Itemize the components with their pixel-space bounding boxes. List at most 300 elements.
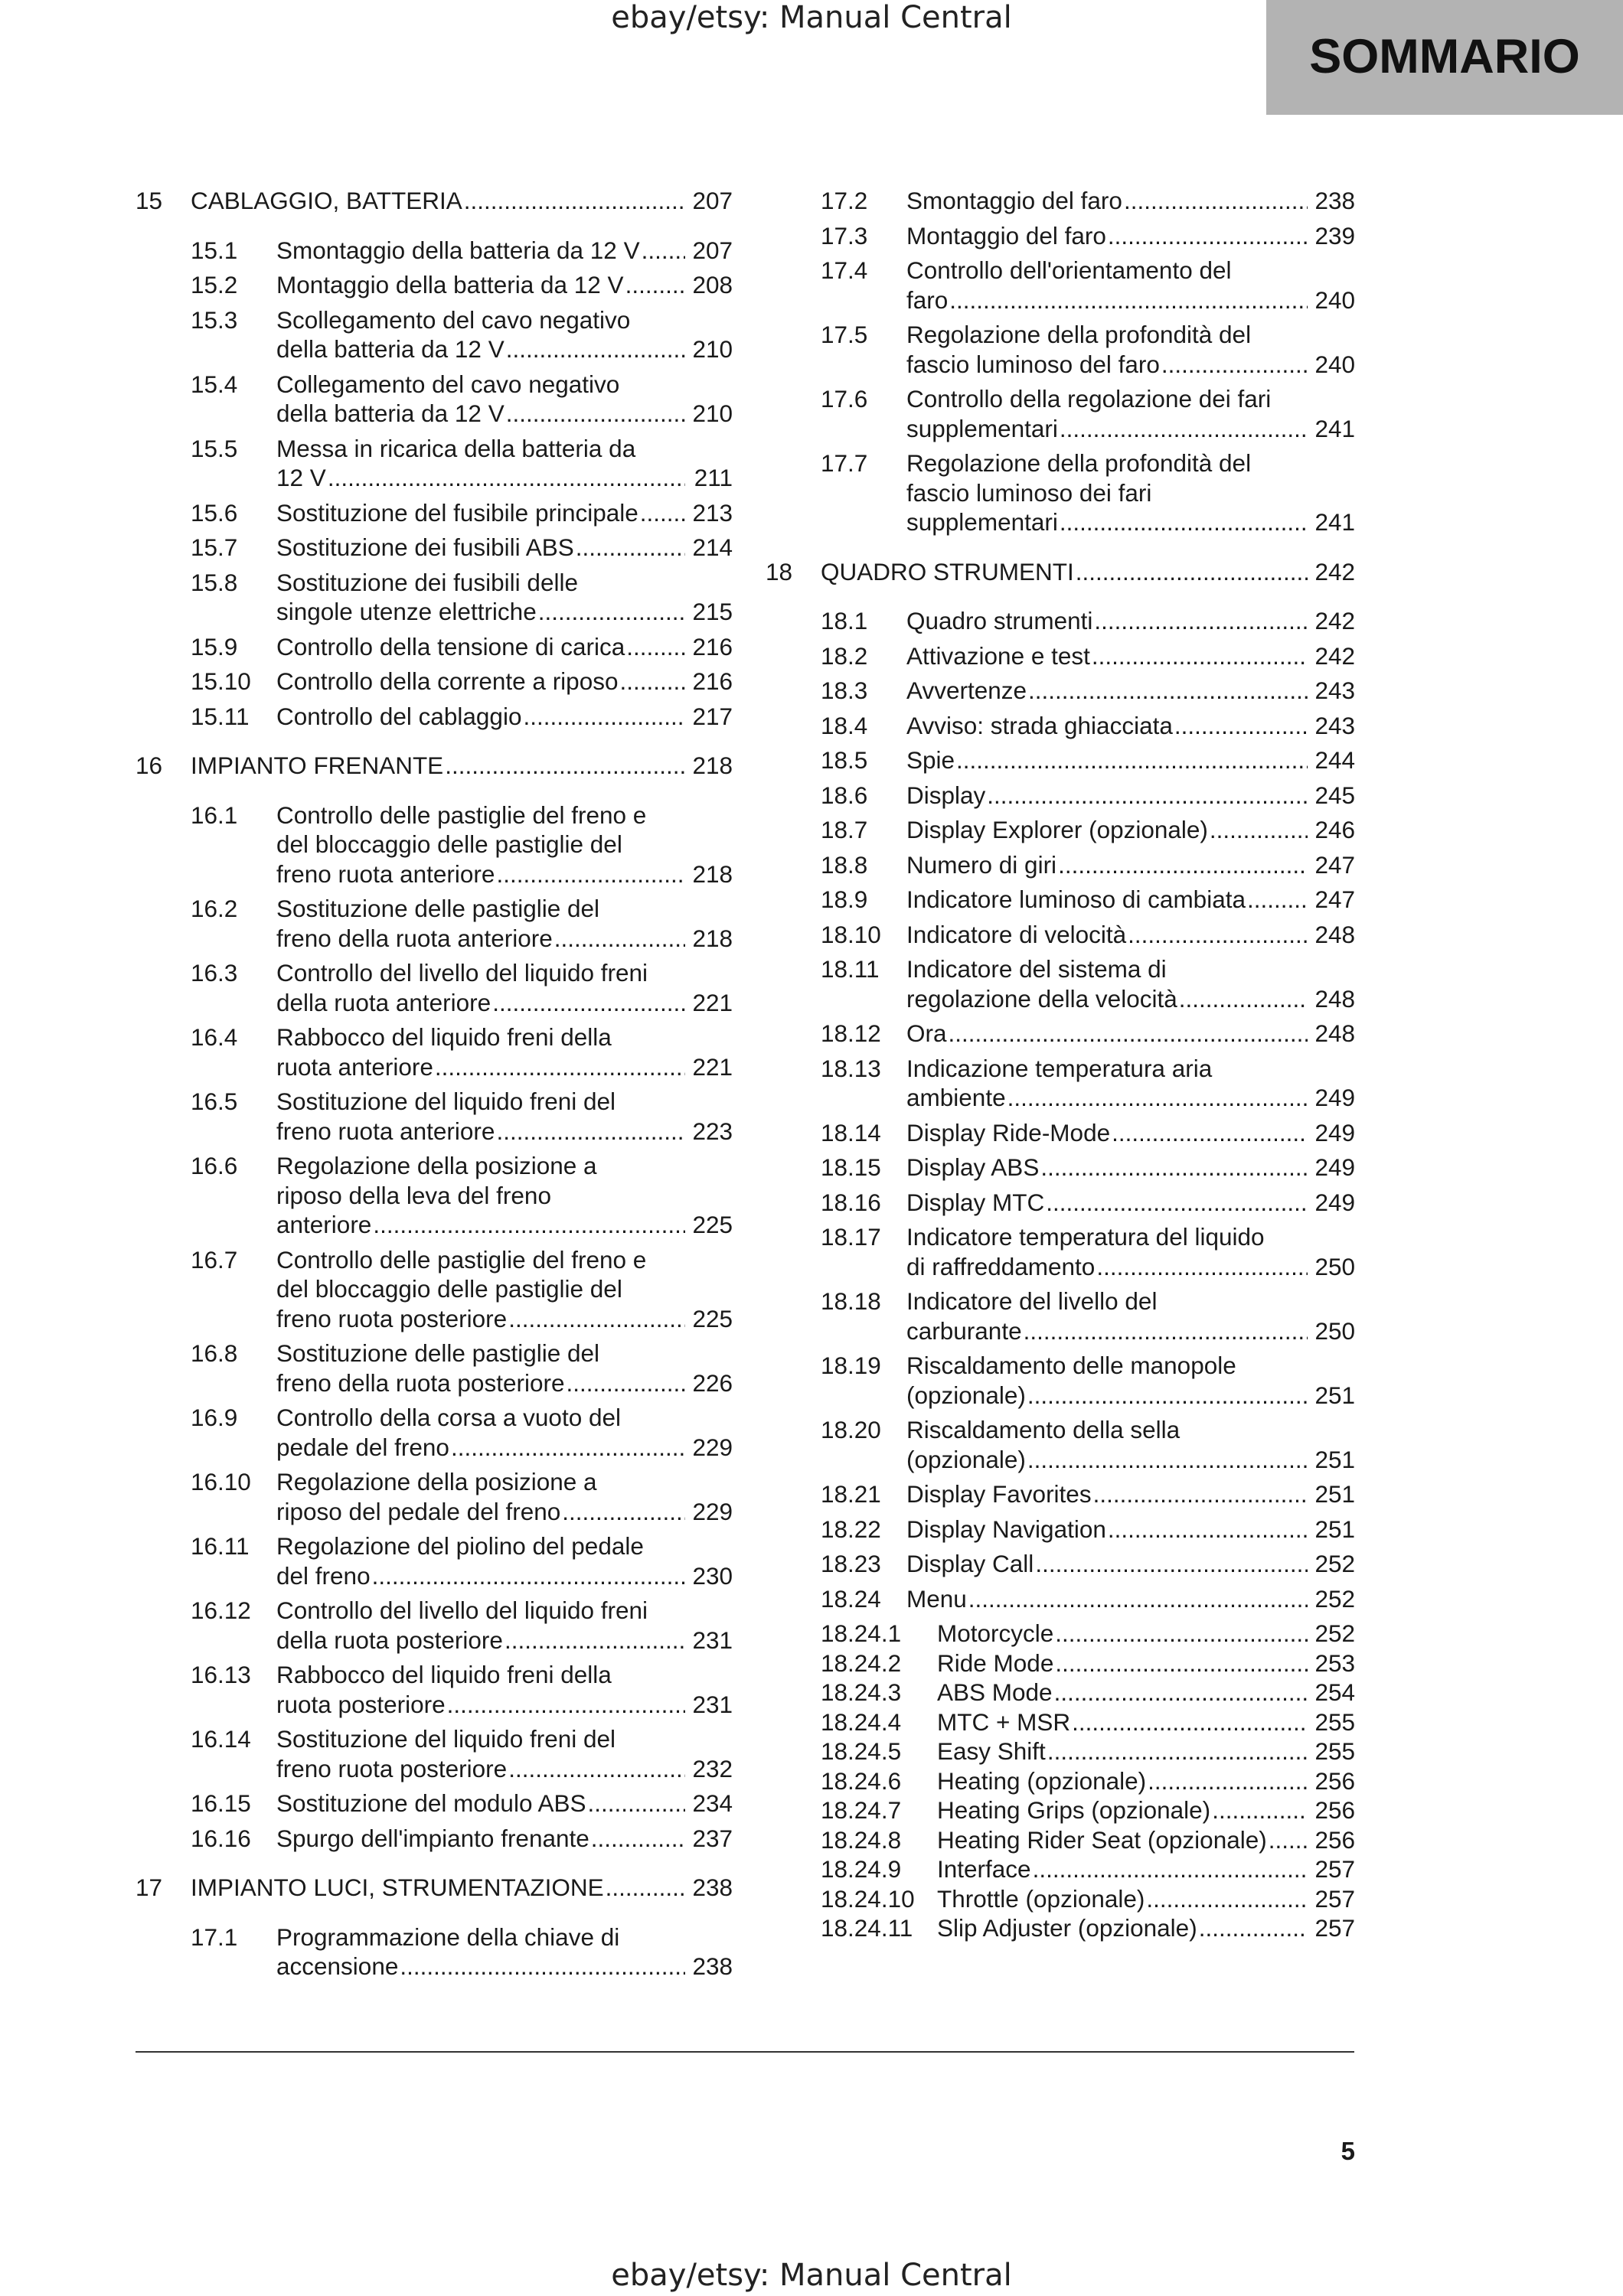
toc-entry[interactable]	[136, 1403, 733, 1462]
toc-entry-title: Rabbocco del liquido freni della	[276, 1023, 612, 1051]
toc-entry-title: Spie	[906, 746, 955, 774]
toc-entry[interactable]	[136, 1923, 733, 1981]
toc-entry-title: Heating Rider Seat (opzionale)	[937, 1825, 1267, 1854]
toc-entry-title: 12 V	[276, 464, 326, 491]
dot-leader	[625, 270, 685, 300]
toc-entry-page: 240	[1314, 285, 1355, 314]
toc-entry-page: 252	[1314, 1550, 1355, 1577]
toc-entry[interactable]	[766, 1854, 1355, 1884]
dot-leader	[508, 1304, 685, 1334]
toc-entry-title: Avvertenze	[906, 677, 1027, 704]
toc-entry-page: 248	[1314, 1019, 1355, 1047]
toc-entry-title: fascio luminoso del faro	[906, 350, 1160, 378]
toc-entry-title: Controllo del cablaggio	[276, 702, 522, 730]
toc-entry-title: Regolazione della posizione a	[276, 1468, 597, 1495]
toc-entry-title: regolazione della velocità	[906, 984, 1177, 1013]
dot-leader	[949, 1019, 1308, 1049]
toc-entry[interactable]	[766, 384, 1355, 443]
toc-entry-title: freno ruota anteriore	[276, 859, 495, 888]
toc-entry-title: Smontaggio della batteria da 12 V	[276, 236, 640, 264]
toc-entry-title: Display Navigation	[906, 1515, 1106, 1543]
toc-entry-number: 18.20	[821, 1416, 881, 1443]
toc-entry-number: 18.24.10	[821, 1884, 915, 1913]
toc-entry-page: 242	[1314, 641, 1355, 670]
toc-entry-number: 15.11	[191, 702, 250, 730]
toc-entry[interactable]	[136, 702, 733, 732]
dot-leader	[1060, 507, 1308, 537]
toc-entry-title: Montaggio della batteria da 12 V	[276, 271, 624, 298]
toc-entry[interactable]	[136, 667, 733, 696]
toc-entry[interactable]	[136, 894, 733, 953]
toc-entry-page: 252	[1314, 1619, 1355, 1647]
toc-entry-title: della ruota anteriore	[276, 988, 491, 1016]
dot-leader	[538, 597, 685, 627]
toc-entry-number: 18.24.6	[821, 1766, 902, 1795]
toc-chapter-entry[interactable]	[136, 751, 733, 781]
toc-entry-number: 18.16	[821, 1188, 881, 1216]
toc-entry-title: Indicatore di velocità	[906, 920, 1127, 948]
toc-entry[interactable]	[766, 885, 1355, 915]
toc-entry-title: MTC + MSR	[937, 1707, 1071, 1736]
toc-entry-number: 16.6	[191, 1152, 238, 1179]
toc-entry-title: del bloccaggio delle pastiglie del	[276, 1275, 622, 1303]
toc-entry-number: 16	[136, 752, 163, 779]
toc-entry-title: IMPIANTO LUCI, STRUMENTAZIONE	[191, 1874, 604, 1901]
toc-entry-page: 242	[1314, 557, 1355, 585]
toc-entry-title: Controllo dell'orientamento del	[906, 256, 1232, 284]
toc-entry-title: del bloccaggio delle pastiglie del	[276, 830, 622, 858]
toc-entry-title: Rabbocco del liquido freni della	[276, 1661, 612, 1688]
dot-leader	[1072, 1707, 1308, 1737]
dot-leader	[1128, 920, 1308, 950]
toc-entry-title: Sostituzione dei fusibili delle	[276, 568, 578, 596]
toc-entry-number: 17.2	[821, 187, 868, 214]
dot-leader	[1027, 1381, 1308, 1411]
toc-entry-number: 18.9	[821, 885, 868, 913]
toc-entry-title: Sostituzione del modulo ABS	[276, 1789, 586, 1817]
toc-entry-page: 240	[1314, 350, 1355, 378]
toc-entry[interactable]	[766, 448, 1355, 537]
toc-entry[interactable]	[766, 1188, 1355, 1218]
toc-entry[interactable]	[766, 1619, 1355, 1649]
toc-entry-number: 18.7	[821, 816, 868, 843]
toc-entry[interactable]	[766, 920, 1355, 950]
toc-entry-page: 247	[1314, 850, 1355, 879]
dot-leader	[640, 498, 685, 528]
toc-entry-title: Controllo della corrente a riposo	[276, 667, 619, 695]
toc-entry-page: 218	[692, 859, 733, 888]
dot-leader	[588, 1789, 685, 1818]
toc-entry-page: 216	[692, 632, 733, 660]
footer-divider	[136, 2051, 1354, 2053]
toc-entry-page: 249	[1314, 1188, 1355, 1216]
toc-entry-number: 18.10	[821, 920, 881, 948]
toc-entry-page: 241	[1314, 508, 1355, 536]
toc-entry-number: 18.1	[821, 607, 868, 634]
toc-entry-page: 238	[692, 1874, 733, 1901]
toc-entry-number: 16.7	[191, 1245, 238, 1274]
toc-entry-title: Quadro strumenti	[906, 607, 1093, 634]
toc-entry-title: (opzionale)	[906, 1445, 1026, 1473]
dot-leader	[566, 1368, 685, 1398]
toc-entry-title: Ride Mode	[937, 1649, 1054, 1677]
toc-entry-title: (opzionale)	[906, 1381, 1026, 1409]
dot-leader	[435, 1052, 685, 1082]
dot-leader	[1024, 1316, 1308, 1346]
toc-entry-number: 16.2	[191, 895, 238, 922]
toc-entry-page: 214	[692, 533, 733, 561]
toc-entry-number: 17.3	[821, 221, 868, 249]
toc-entry-page: 242	[1314, 607, 1355, 634]
toc-entry-page: 250	[1314, 1316, 1355, 1345]
toc-entry-number: 18.5	[821, 746, 868, 774]
toc-entry[interactable]	[136, 370, 733, 429]
toc-entry-title: IMPIANTO FRENANTE	[191, 752, 444, 779]
toc-entry-number: 15.3	[191, 305, 238, 334]
toc-entry[interactable]	[766, 1649, 1355, 1678]
toc-entry-page: 211	[694, 464, 733, 491]
toc-entry-title: carburante	[906, 1316, 1022, 1345]
section-title: SOMMARIO	[1309, 30, 1580, 83]
toc-entry-page: 257	[1314, 1914, 1355, 1942]
toc-entry[interactable]	[136, 533, 733, 563]
dot-leader	[1054, 1678, 1308, 1707]
toc-entry[interactable]	[766, 1884, 1355, 1914]
toc-entry-number: 18.11	[821, 955, 880, 983]
dot-leader	[464, 186, 685, 216]
toc-entry-title: Collegamento del cavo negativo	[276, 370, 620, 398]
toc-entry-title: del freno	[276, 1561, 371, 1590]
dot-leader	[523, 702, 685, 732]
toc-entry[interactable]	[766, 745, 1355, 775]
toc-entry-number: 18.24.2	[821, 1649, 902, 1677]
toc-entry-title: Riscaldamento della sella	[906, 1416, 1181, 1443]
toc-entry[interactable]	[136, 958, 733, 1017]
toc-entry-page: 213	[692, 498, 733, 527]
toc-entry-title: Throttle (opzionale)	[937, 1884, 1145, 1913]
toc-entry-number: 15.4	[191, 370, 238, 398]
dot-leader	[1047, 1737, 1308, 1766]
toc-entry-page: 256	[1314, 1796, 1355, 1824]
toc-entry-title: Sostituzione delle pastiglie del	[276, 895, 600, 922]
toc-entry-page: 218	[692, 924, 733, 952]
toc-entry-title: Regolazione della profondità del	[906, 449, 1252, 477]
dot-leader	[1174, 711, 1308, 741]
dot-leader	[1124, 186, 1308, 216]
toc-entry[interactable]	[766, 256, 1355, 315]
dot-leader	[956, 745, 1308, 775]
toc-entry-number: 18.23	[821, 1550, 881, 1577]
toc-entry[interactable]	[136, 1660, 733, 1719]
toc-entry-page: 231	[692, 1690, 733, 1718]
dot-leader	[1096, 1252, 1308, 1282]
toc-entry-page: 248	[1314, 984, 1355, 1013]
toc-entry-title: CABLAGGIO, BATTERIA	[191, 187, 462, 214]
dot-leader	[1055, 1649, 1308, 1678]
toc-entry-page: 230	[692, 1561, 733, 1590]
toc-entry-number: 15.5	[191, 434, 238, 462]
dot-leader	[1040, 1153, 1308, 1182]
toc-entry[interactable]	[766, 606, 1355, 636]
toc-entry-title: Messa in ricarica della batteria da	[276, 434, 636, 462]
toc-entry-number: 18.21	[821, 1480, 881, 1508]
toc-entry[interactable]	[136, 236, 733, 266]
toc-entry-page: 216	[692, 667, 733, 695]
toc-entry-title: Regolazione della profondità del	[906, 321, 1252, 348]
toc-entry-page: 243	[1314, 677, 1355, 704]
toc-entry-number: 15.9	[191, 632, 238, 660]
toc-entry-title: Sostituzione del liquido freni del	[276, 1088, 616, 1115]
toc-entry-page: 251	[1314, 1381, 1355, 1409]
toc-entry-title: accensione	[276, 1952, 399, 1980]
toc-entry[interactable]	[766, 1287, 1355, 1345]
toc-entry[interactable]	[766, 1913, 1355, 1943]
toc-entry[interactable]	[766, 320, 1355, 379]
dot-leader	[642, 236, 685, 266]
toc-entry[interactable]	[136, 1531, 733, 1590]
toc-entry-number: 16.5	[191, 1088, 238, 1115]
page-number: 5	[1341, 2137, 1355, 2165]
toc-entry-number: 17.6	[821, 385, 868, 413]
toc-entry-number: 18.24.11	[821, 1914, 913, 1942]
toc-entry-title: Controllo delle pastiglie del freno e	[276, 801, 647, 829]
dot-leader	[1094, 606, 1308, 636]
dot-leader	[1199, 1913, 1308, 1943]
toc-entry-number: 16.8	[191, 1339, 238, 1367]
toc-entry[interactable]	[136, 1824, 733, 1854]
toc-entry-title: Display Explorer (opzionale)	[906, 816, 1208, 843]
dot-leader	[1007, 1083, 1308, 1113]
toc-entry[interactable]	[766, 1054, 1355, 1113]
toc-entry-title: Heating (opzionale)	[937, 1766, 1147, 1795]
toc-entry-title: QUADRO STRUMENTI	[821, 557, 1074, 585]
toc-entry[interactable]	[136, 568, 733, 627]
dot-leader	[400, 1952, 685, 1981]
toc-entry-title: Spurgo dell'impianto frenante	[276, 1824, 589, 1852]
dot-leader	[451, 1433, 685, 1463]
toc-entry-title: Avviso: strada ghiacciata	[906, 711, 1173, 739]
toc-entry-page: 249	[1314, 1084, 1355, 1111]
toc-entry[interactable]	[766, 221, 1355, 251]
toc-entry-number: 18.24.8	[821, 1825, 902, 1854]
toc-entry-page: 253	[1314, 1649, 1355, 1677]
toc-entry-number: 17.1	[191, 1923, 238, 1951]
toc-entry[interactable]	[766, 1222, 1355, 1281]
toc-entry[interactable]	[136, 632, 733, 662]
toc-entry[interactable]	[136, 305, 733, 364]
toc-entry-number: 16.14	[191, 1725, 251, 1753]
toc-entry-page: 237	[692, 1824, 733, 1852]
toc-entry[interactable]	[136, 1087, 733, 1146]
toc-entry-title: Indicazione temperatura aria	[906, 1054, 1213, 1082]
toc-entry-page: 254	[1314, 1678, 1355, 1706]
toc-entry-page: 257	[1314, 1855, 1355, 1883]
toc-entry[interactable]	[766, 1351, 1355, 1410]
toc-entry-number: 15.2	[191, 271, 238, 298]
toc-entry-page: 251	[1314, 1480, 1355, 1508]
toc-entry[interactable]	[766, 781, 1355, 810]
dot-leader	[1269, 1825, 1308, 1855]
toc-entry[interactable]	[766, 1118, 1355, 1148]
toc-entry-title: della batteria da 12 V	[276, 400, 505, 427]
toc-entry-page: 221	[692, 988, 733, 1016]
toc-entry-number: 18.24.9	[821, 1855, 902, 1883]
toc-entry-number: 18.24	[821, 1584, 881, 1613]
toc-entry-page: 238	[1314, 187, 1355, 214]
toc-entry[interactable]	[136, 801, 733, 889]
toc-entry-number: 16.16	[191, 1824, 251, 1852]
toc-entry-number: 15.7	[191, 533, 238, 561]
toc-entry[interactable]	[766, 1795, 1355, 1825]
dot-leader	[1033, 1854, 1308, 1884]
toc-entry[interactable]	[136, 498, 733, 528]
toc-entry[interactable]	[766, 1415, 1355, 1474]
toc-entry-page: 238	[692, 1952, 733, 1980]
toc-entry-page: 225	[692, 1304, 733, 1332]
toc-entry-number: 18.14	[821, 1118, 881, 1146]
toc-entry-number: 18.3	[821, 677, 868, 704]
toc-entry-title: freno della ruota anteriore	[276, 924, 553, 952]
dot-leader	[1092, 641, 1308, 671]
toc-entry[interactable]	[766, 1825, 1355, 1855]
toc-entry-title: ruota anteriore	[276, 1052, 433, 1081]
toc-entry-title: Indicatore temperatura del liquido	[906, 1223, 1265, 1251]
toc-entry[interactable]	[766, 1678, 1355, 1707]
toc-entry-title: Controllo delle pastiglie del freno e	[276, 1245, 647, 1274]
dot-leader	[606, 1873, 685, 1903]
toc-entry-title: Display	[906, 781, 986, 809]
toc-entry-title: Motorcycle	[937, 1619, 1054, 1647]
toc-entry-title: Sostituzione dei fusibili ABS	[276, 533, 574, 561]
toc-entry-number: 17	[136, 1874, 163, 1901]
toc-entry-title: Sostituzione delle pastiglie del	[276, 1339, 600, 1367]
toc-entry[interactable]	[766, 186, 1355, 216]
toc-entry-page: 245	[1314, 781, 1355, 809]
toc-entry[interactable]	[766, 850, 1355, 880]
toc-entry[interactable]	[136, 1724, 733, 1783]
toc-entry[interactable]	[136, 270, 733, 300]
toc-chapter-entry[interactable]	[136, 186, 733, 216]
toc-entry-page: 249	[1314, 1153, 1355, 1181]
toc-entry-title: Controllo della corsa a vuoto del	[276, 1404, 622, 1431]
toc-entry-number: 17.5	[821, 321, 868, 348]
toc-entry-page: 247	[1314, 885, 1355, 913]
toc-entry[interactable]	[766, 1737, 1355, 1766]
toc-entry-number: 18.24.5	[821, 1737, 902, 1765]
toc-entry-page: 257	[1314, 1884, 1355, 1913]
toc-entry[interactable]	[136, 1022, 733, 1081]
toc-entry[interactable]	[136, 434, 733, 493]
toc-entry[interactable]	[766, 641, 1355, 671]
toc-entry-page: 239	[1314, 221, 1355, 249]
dot-leader	[508, 1754, 685, 1784]
toc-entry-page: 221	[692, 1052, 733, 1081]
toc-entry-page: 229	[692, 1497, 733, 1525]
dot-leader	[620, 667, 686, 696]
dot-leader	[987, 781, 1308, 810]
toc-column-right	[766, 186, 1355, 1943]
toc-entry-page: 248	[1314, 920, 1355, 948]
toc-entry-title: Display Ride-Mode	[906, 1118, 1111, 1146]
toc-entry[interactable]	[136, 1245, 733, 1334]
toc-entry[interactable]	[766, 815, 1355, 845]
toc-entry[interactable]	[766, 676, 1355, 706]
toc-entry[interactable]	[766, 711, 1355, 741]
toc-entry-title: singole utenze elettriche	[276, 598, 537, 625]
dot-leader	[626, 632, 685, 662]
toc-entry-number: 18.22	[821, 1515, 881, 1543]
dot-leader	[1027, 1445, 1308, 1475]
toc-entry-title: pedale del freno	[276, 1433, 449, 1461]
toc-entry-number: 15.8	[191, 568, 238, 596]
toc-entry-number: 17.4	[821, 256, 868, 284]
dot-leader	[1112, 1118, 1308, 1148]
toc-entry-number: 18	[766, 557, 793, 585]
toc-entry[interactable]	[136, 1151, 733, 1240]
toc-entry-number: 18.24.7	[821, 1796, 902, 1824]
section-header-tab	[1266, 0, 1623, 115]
toc-entry-title: Display MTC	[906, 1188, 1045, 1216]
toc-entry-number: 18.24.4	[821, 1707, 902, 1736]
toc-entry[interactable]	[766, 1515, 1355, 1544]
dot-leader	[492, 988, 685, 1018]
dot-leader	[496, 859, 685, 889]
dot-leader	[1055, 1619, 1308, 1649]
dot-leader	[1093, 1479, 1308, 1509]
toc-entry-number: 18.8	[821, 850, 868, 879]
toc-entry-title: freno ruota posteriore	[276, 1304, 508, 1332]
toc-entry-page: 243	[1314, 711, 1355, 739]
toc-entry[interactable]	[136, 1596, 733, 1655]
toc-entry-title: Controllo del livello del liquido freni	[276, 959, 648, 987]
toc-chapter-entry[interactable]	[136, 1873, 733, 1903]
toc-entry[interactable]	[766, 1153, 1355, 1182]
toc-entry-title: Interface	[937, 1855, 1031, 1883]
dot-leader	[1161, 350, 1308, 380]
toc-entry-page: 256	[1314, 1766, 1355, 1795]
toc-chapter-entry[interactable]	[766, 557, 1355, 587]
toc-entry[interactable]	[136, 1339, 733, 1397]
toc-entry[interactable]	[766, 1019, 1355, 1049]
toc-entry[interactable]	[766, 1479, 1355, 1509]
dot-leader	[1179, 984, 1308, 1014]
dot-leader	[496, 1117, 685, 1146]
toc-entry-page: 241	[1314, 414, 1355, 442]
toc-entry-number: 16.4	[191, 1023, 238, 1051]
toc-entry-page: 207	[692, 236, 733, 264]
toc-entry[interactable]	[766, 1766, 1355, 1796]
toc-entry-title: freno ruota posteriore	[276, 1754, 508, 1782]
toc-entry-title: Indicatore del sistema di	[906, 955, 1167, 983]
toc-entry-page: 217	[692, 702, 733, 730]
toc-entry[interactable]	[136, 1467, 733, 1526]
toc-entry-page: 246	[1314, 816, 1355, 843]
toc-entry-number: 15.1	[191, 236, 238, 264]
toc-entry[interactable]	[766, 1584, 1355, 1614]
toc-entry-title: Regolazione della posizione a	[276, 1152, 597, 1179]
toc-entry-page: 231	[692, 1626, 733, 1654]
toc-entry-title: anteriore	[276, 1211, 372, 1238]
toc-entry[interactable]	[136, 1789, 733, 1818]
toc-entry[interactable]	[766, 1549, 1355, 1579]
toc-entry-number: 16.12	[191, 1596, 251, 1624]
toc-entry-title: di raffreddamento	[906, 1252, 1096, 1280]
toc-entry[interactable]	[766, 1707, 1355, 1737]
toc-entry[interactable]	[766, 954, 1355, 1013]
dot-leader	[576, 533, 685, 563]
toc-entry-title: Regolazione del piolino del pedale	[276, 1532, 644, 1560]
toc-entry-number: 16.13	[191, 1661, 251, 1688]
